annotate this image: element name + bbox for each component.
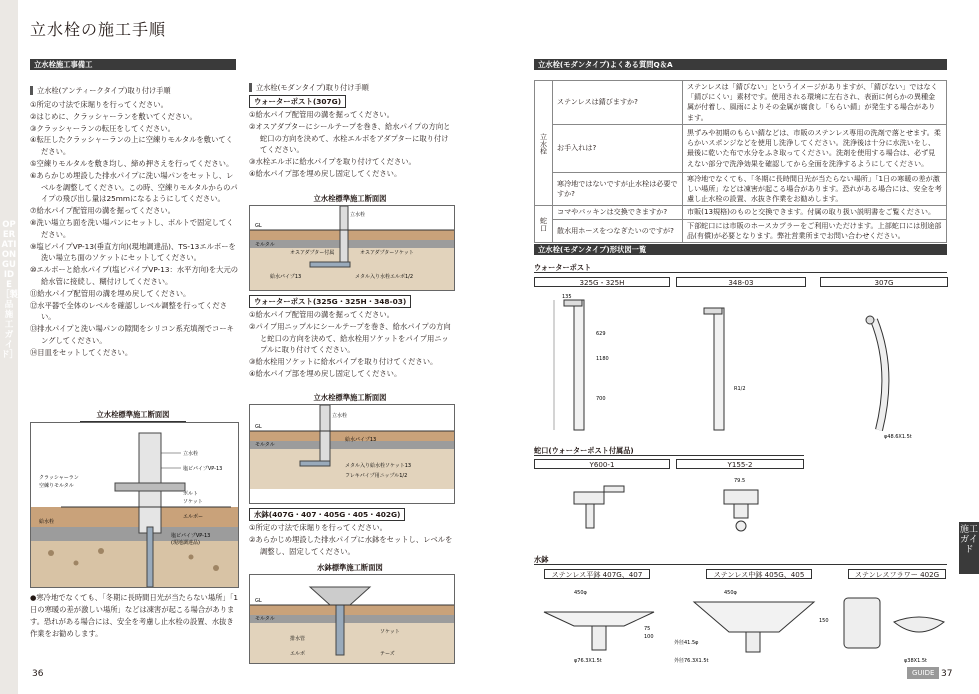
diagram-label: モルタル	[255, 616, 275, 622]
step: ⑦給水パイプ配管用の溝を掘ってください。	[30, 206, 175, 216]
antique-diagram-title: 立水栓標準施工断面図	[80, 410, 186, 422]
bowl-shape-label: 水鉢	[534, 555, 947, 565]
diagram-label: 塩ビパイプVP-13	[183, 466, 223, 472]
diagram-label: 立水栓	[350, 212, 366, 218]
step: ⑤空練りモルタルを敷き均し、締め押さえを行ってください。	[30, 158, 234, 168]
diagram-label: テーズ	[380, 651, 395, 657]
svg-text:100: 100	[644, 634, 654, 640]
step: ①所定の寸法で床堀りを行ってください。	[30, 100, 168, 109]
post307-steps	[249, 109, 455, 180]
side-tab[interactable]: 施工ガイド	[959, 522, 979, 574]
step: ②はじめに、クラッシャーランを敷いてください。	[30, 111, 197, 121]
faq-category: 蛇口	[535, 206, 553, 243]
faq-table	[534, 80, 947, 243]
diagram-label: ボルト	[183, 491, 199, 497]
svg-text:450φ: 450φ	[724, 590, 737, 596]
step: ③給水栓用ソケットに給水パイプを取り付けてください。	[249, 357, 438, 367]
diagram-label: オスアダプター付属	[290, 250, 335, 256]
step: ④給水パイプ部を埋め戻し固定してください。	[249, 168, 402, 178]
diagram-label: 塩ビパイプVP-13	[171, 533, 211, 539]
step: ③水栓エルボに給水パイプを取り付けてください。	[249, 157, 416, 167]
diagram2	[249, 404, 455, 504]
svg-text:150: 150	[819, 618, 829, 624]
bowl-model: ステンレスフラワー 402G	[848, 569, 946, 579]
faq-answer: ステンレスは「錆びない」というイメージがありますが、「錆びない」ではなく「錆びにくい」素材です。使用される環境に左右され、表面に何らかの異種金属が付着し、風雨によりその金属が腐食し「もらい錆」が発生する場合があります。	[683, 81, 947, 125]
side-vertical-text: OPERATION GUIDE ［製品施工ガイド］	[1, 220, 19, 360]
left-section-header: 立水栓施工事備工	[30, 59, 236, 70]
svg-text:450φ: 450φ	[574, 590, 587, 596]
diagram3	[249, 574, 455, 664]
diagram1-title: 立水栓標準施工断面図	[290, 194, 410, 206]
faq-row	[535, 124, 947, 172]
faq-row	[535, 172, 947, 206]
left-margin-strip	[0, 0, 18, 694]
post-shapes-drawing	[534, 290, 948, 440]
svg-text:700: 700	[596, 396, 606, 402]
faq-question: 散水用ホースをつなぎたいのですが?	[553, 219, 683, 242]
step: ⑬排水パイプと洗い場パンの隙間をシリコン系充填剤でコーキングしてください。	[30, 324, 234, 345]
step: ③クラッシャーランの転圧をしてください。	[30, 123, 175, 133]
diagram-label: 給水パイプ13	[345, 437, 377, 443]
diagram-label: メタル入り水栓エルボ1/2	[355, 274, 414, 280]
faq-row	[535, 219, 947, 242]
diagram-label: 排水管	[290, 636, 306, 642]
faq-category: 立水栓	[535, 81, 553, 206]
step: ⑨塩ビパイプVP-13(垂直方向)(現地調達品)、TS-13エルボーを洗い場立ち面のソケットにセットしてください。	[30, 241, 236, 263]
step: ⑧洗い場立ち面を洗い場パンにセットし、ボルトで固定してください。	[30, 217, 234, 239]
diagram-label: GL	[255, 424, 262, 430]
diagram-label: エルボー	[183, 514, 204, 520]
faq-answer: 寒冷地でなくても、「冬期に長時間日光が当たらない場所」「1日の寒暖の差が激しい場所」などは凍害が起こる場合があります。恐れがある場合には、安全を考慮し止水栓の設置、水抜き作業をお勧めします。	[683, 172, 947, 206]
page-title: 立水栓の施工手順	[30, 20, 167, 39]
post325-steps	[249, 309, 455, 380]
diagram-label: モルタル	[255, 442, 275, 448]
step: ①所定の寸法で床堀りを行ってください。	[249, 523, 387, 532]
step: ①給水パイプ配管用の溝を掘ってください。	[249, 110, 394, 119]
step: ⑭目皿をセットしてください。	[30, 347, 133, 357]
bowl-drawing	[534, 582, 948, 664]
faucet-model: Y155-2	[676, 459, 804, 469]
step: ⑫水平器で全体のレベルを確認しレベル調整を行ってください。	[30, 300, 228, 322]
diagram-label: ソケット	[183, 499, 203, 505]
svg-text:75: 75	[644, 626, 651, 632]
step: ②あらかじめ埋設した排水パイプに水鉢をセットし、レベルを調整し、固定してください。	[249, 534, 453, 556]
post-model: 307G	[820, 277, 948, 287]
step: ⑥あらかじめ埋設した排水パイプに洗い場パンをセットし、レベルを調整してください。この時、空練りモルタルからのパイプの飛び出し量は25mmになるようにしてください。	[30, 170, 238, 204]
svg-text:1180: 1180	[596, 356, 609, 362]
svg-text:外径41.5φ: 外径41.5φ	[674, 640, 699, 646]
diagram-label: 給水栓	[39, 519, 55, 525]
diagram2-title: 立水栓標準施工断面図	[290, 393, 410, 405]
diagram-label: フレキパイプ用ニップル1/2	[345, 473, 408, 479]
posts-label: ウォーターポスト	[534, 263, 947, 273]
svg-text:φ38X1.5t: φ38X1.5t	[904, 658, 927, 664]
diagram-label: エルボ	[290, 651, 306, 657]
diagram-label: (現地調達品)	[171, 540, 200, 546]
bowl-steps	[249, 522, 455, 557]
bowl-label: 水鉢(407G・407・405G・405・402G)	[249, 508, 405, 521]
diagram-label: オスアダプターソケット	[360, 250, 414, 256]
faq-answer: 黒ずみや初期のもらい錆などは、市販のステンレス専用の洗剤で落とせます。柔らかいスポンジなどを使用し洗浄してください。洗浄後は十分に水洗いをし、最後に乾いた布で水分をふき取ってください。洗剤を使用する場合は、必ず見えない部分で洗浄効果を確認してから全面を洗浄するようにしてください。	[683, 124, 947, 172]
svg-text:629: 629	[596, 331, 606, 337]
bowl-model: ステンレス中鉢 405G、405	[706, 569, 812, 579]
modern-heading: 立水栓(モダンタイプ)取り付け手順	[249, 83, 455, 92]
faucet-model: Y600-1	[534, 459, 670, 469]
antique-steps-list	[30, 99, 239, 359]
diagram-label: GL	[255, 223, 262, 229]
diagram-label: 給水パイプ13	[270, 274, 302, 280]
step: ②オスアダプターにシールテープを巻き、給水パイプの方向と蛇口の方向を決めて、水栓エルボをアダプターに取り付けてください。	[249, 121, 451, 155]
faq-question: コマやパッキンは交換できますか?	[553, 206, 683, 219]
post325-label: ウォーターポスト(325G・325H・348-03)	[249, 295, 411, 308]
faq-row	[535, 206, 947, 219]
faq-question: お手入れは?	[553, 124, 683, 172]
shape-header: 立水栓(モダンタイプ)形状図一覧	[534, 244, 947, 255]
svg-text:79.5: 79.5	[734, 478, 746, 484]
diagram1	[249, 205, 455, 291]
bowl-model: ステンレス平鉢 407G、407	[544, 569, 650, 579]
svg-text:外径76.3X1.5t: 外径76.3X1.5t	[674, 658, 709, 664]
faq-question: 寒冷地ではないですが止水栓は必要ですか?	[553, 172, 683, 206]
diagram-label: メタル入り給水栓ソケット13	[345, 463, 412, 469]
step: ⑩エルボーと給水パイプ(塩ビパイプVP-13：水平方向)を大元の給水管に接続し、糊付けしてください。	[30, 265, 239, 286]
antique-section-diagram	[30, 422, 239, 588]
svg-text:φ76.3X1.5t: φ76.3X1.5t	[574, 658, 602, 664]
svg-text:φ48.6X1.5t: φ48.6X1.5t	[884, 434, 912, 440]
post307-label: ウォーターポスト(307G)	[249, 95, 346, 108]
diagram-label: 空練りモルタル	[39, 483, 74, 489]
post-model: 325G・325H	[534, 277, 670, 287]
guide-tag: GUIDE	[907, 667, 939, 679]
faq-header: 立水栓(モダンタイプ)よくある質問Q＆A	[534, 59, 947, 70]
step: ②パイプ用ニップルにシールテープを巻き、給水パイプの方向と蛇口の方向を決めて、給水栓用ソケットをパイプ用ニップルに取り付けてください。	[249, 321, 451, 355]
diagram-label: モルタル	[255, 242, 275, 248]
step: ⑪給水パイプ配管用の溝を埋め戻してください。	[30, 288, 191, 298]
faucet-drawing	[534, 472, 948, 552]
cold-region-note: ●寒冷地でなくても、「冬期に長時間日光が当たらない場所」「1日の寒暖の差が激しい場所」などは凍害が起こる場合があります。恐れがある場合には、安全を考慮し止水栓の設置、水抜き作業をお勧めします。	[30, 593, 239, 638]
faq-answer: 下部蛇口には市販のホースカプラーをご利用いただけます。上部蛇口には別途部品(有償)が必要となります。弊社営業所までお問い合わせください。	[683, 219, 947, 242]
diagram-label: 立水栓	[183, 451, 199, 457]
faq-row	[535, 81, 947, 125]
diagram-label: GL	[255, 598, 262, 604]
diagram3-title: 水鉢標準施工断面図	[300, 563, 400, 575]
diagram-label: クラッシャーラン	[39, 475, 79, 481]
faucet-label: 蛇口(ウォーターポスト付属品)	[534, 446, 804, 456]
step: ④転圧したクラッシャーランの上に空練りモルタルを敷いてください。	[30, 135, 233, 157]
step: ①給水パイプ配管用の溝を掘ってください。	[249, 310, 394, 319]
antique-heading: 立水栓(アンティークタイプ)取り付け手順	[30, 86, 236, 95]
svg-text:135: 135	[562, 294, 572, 300]
post-model: 348-03	[676, 277, 806, 287]
page-number-right: 37	[941, 669, 953, 679]
page-number-left: 36	[32, 669, 44, 679]
faq-question: ステンレスは錆びますか?	[553, 81, 683, 125]
faq-answer: 市販(13規格)のものと交換できます。付属の取り扱い説明書をご覧ください。	[683, 206, 947, 219]
step: ④給水パイプ部を埋め戻し固定してください。	[249, 368, 402, 378]
diagram-label: ソケット	[380, 629, 400, 635]
diagram-label: 立水栓	[332, 413, 348, 419]
svg-text:R1/2: R1/2	[734, 386, 746, 392]
